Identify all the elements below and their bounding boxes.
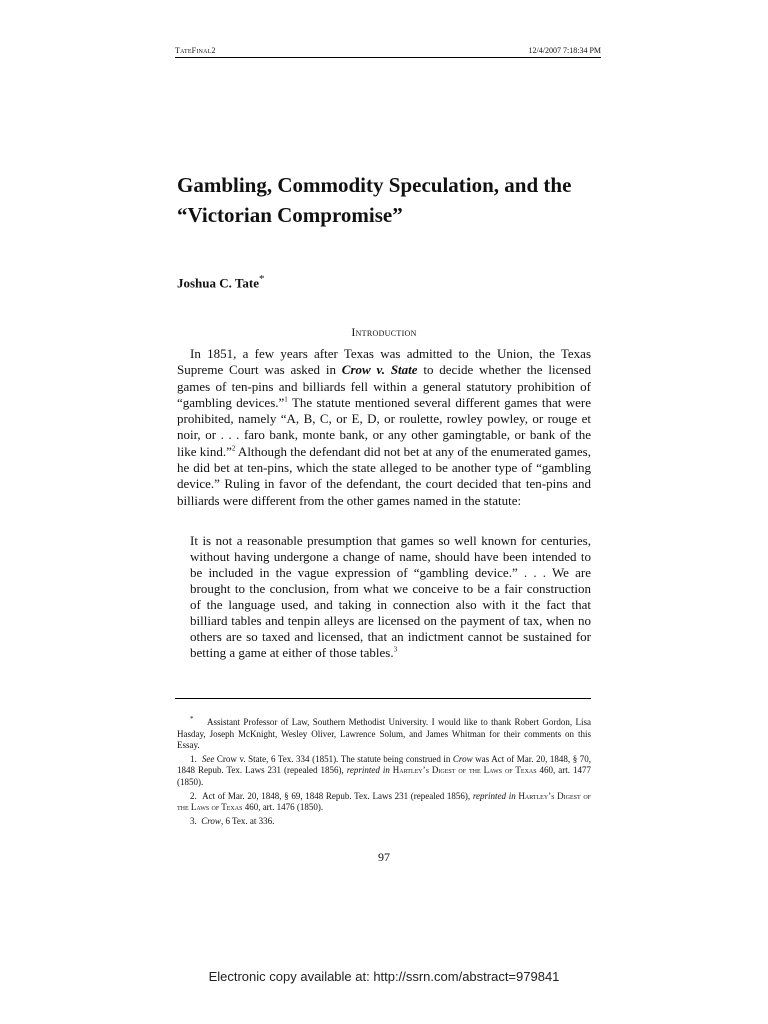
footnote-3 bbox=[177, 816, 591, 828]
running-head-file: TateFinal2 bbox=[175, 46, 216, 55]
footnote-3-text: , 6 Tex. at 336. bbox=[220, 815, 275, 826]
footnote-star bbox=[177, 714, 591, 752]
paragraph-text-3: The statute mentioned several different games that were prohibited, namely “A, B, C, or E, D, or roulette, rowley powley, or rouge et noir, or . . . faro bank, monte bank, or any other gamingtable, or bank of the like kind.” bbox=[177, 394, 591, 459]
footnote-1-number: 1. bbox=[190, 753, 197, 764]
paragraph-text-4: Although the defendant did not bet at any of the enumerated games, he did bet at ten-pins, which the state alleged to be another type of “gambling device.” Ruling in favor of the defendant, the court decided that ten-pins and billiards were different from the other games named in the statute: bbox=[177, 443, 591, 508]
paragraph-text-1: In 1851, a few years after Texas was admitted to the Union, the Texas Supreme Court was asked in bbox=[177, 346, 591, 378]
footnote-1-text-a: Crow v. State, 6 Tex. 334 (1851). The statute being construed in bbox=[214, 753, 453, 764]
author-footnote-marker[interactable]: * bbox=[259, 273, 265, 285]
author-line bbox=[177, 273, 265, 291]
footnote-ref-3[interactable]: 3 bbox=[393, 645, 398, 654]
footnote-1-reprinted: reprinted in bbox=[346, 765, 390, 776]
case-name-italic: Crow v. State bbox=[341, 362, 418, 378]
footnote-1-text-c: 460, art. 1477 (1850). bbox=[177, 765, 591, 787]
footnote-divider bbox=[175, 698, 591, 699]
footnote-3-case: Crow bbox=[201, 815, 221, 826]
running-head bbox=[175, 46, 601, 58]
footnote-1-text-b: was Act of Mar. 20, 1848, § 70, 1848 Repub. Tex. Laws 231 (repealed 1856), bbox=[177, 753, 591, 776]
footnote-ref-1[interactable]: 1 bbox=[284, 395, 288, 404]
footnote-2-number: 2. bbox=[190, 790, 197, 801]
section-heading: Introduction bbox=[351, 325, 417, 339]
footnote-1-case: Crow bbox=[452, 753, 473, 764]
footnote-2-text-a: Act of Mar. 20, 1848, § 69, 1848 Repub. Tex. Laws 231 (repealed 1856), bbox=[202, 790, 473, 801]
block-quote bbox=[190, 533, 591, 661]
running-head-timestamp: 12/4/2007 7:18:34 PM bbox=[528, 46, 601, 55]
footnote-ref-2[interactable]: 2 bbox=[231, 444, 236, 453]
footnote-star-text: Assistant Professor of Law, Southern Methodist University. I would like to thank Robert Gordon, Lisa Hasday, Joseph McKnight, Wesley Oliver, Lawrence Solum, and James Whitman for their comments on this Essay. bbox=[177, 717, 591, 751]
block-quote-text: It is not a reasonable presumption that games so well known for centuries, without having undergone a change of name, should have been intended to be included in the vague expression of “gambling device.” . . . We are brought to the conclusion, from what we conceive to be a fair construction of the language used, and taking in connection also with it the fact that billiard tables and tenpin alleys are licensed on the payment of tax, when no others are so taxed and licensed, that an indictment cannot be sustained for betting a game at either of those tables. bbox=[190, 533, 591, 660]
article-title: Gambling, Commodity Speculation, and the “Victorian Compromise” bbox=[177, 173, 572, 227]
page-number: 97 bbox=[378, 850, 390, 864]
footnote-1-signal: See bbox=[201, 753, 215, 764]
footnote-1 bbox=[177, 754, 591, 789]
footnote-2-text-c: 460, art. 1476 (1850). bbox=[242, 802, 324, 813]
footnote-2-source: Hartley’s Digest of the Laws of Texas bbox=[177, 790, 592, 813]
footnote-2-reprinted: reprinted in bbox=[472, 790, 516, 801]
author-name: Joshua C. Tate bbox=[177, 275, 259, 291]
intro-paragraph bbox=[177, 346, 591, 509]
footnote-1-source: Hartley’s Digest of the Laws of Texas bbox=[389, 765, 537, 776]
footnote-star-marker: * bbox=[190, 715, 194, 723]
footnote-2 bbox=[177, 791, 591, 814]
ssrn-notice[interactable]: Electronic copy available at: http://ssrn.com/abstract=979841 bbox=[208, 969, 560, 984]
paragraph-text-2: to decide whether the licensed games of ten-pins and billiards fell within a general statutory prohibition of “gambling devices.” bbox=[177, 362, 591, 410]
footnotes bbox=[177, 714, 591, 829]
footnote-3-number: 3. bbox=[190, 815, 197, 826]
